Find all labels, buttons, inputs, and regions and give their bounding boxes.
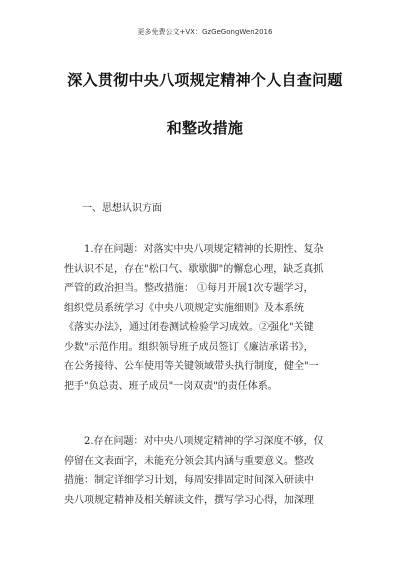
paragraph-line: 把手"负总责、班子成员"一岗双责"的责任体系。 (64, 380, 278, 392)
paragraph-line: 严管的政治担当。整改措施： ①每月开展1次专题学习， (64, 283, 314, 294)
paragraph-line: 在公务接待、公车使用等关键领域带头执行制度，健全"一 (64, 361, 319, 372)
paragraph-line: 措施：制定详细学习计划，每周安排固定时间深入研读中 (64, 475, 314, 486)
paragraph-1 (64, 240, 354, 396)
paragraph-line: 停留在文表面字，未能充分领会其内涵与重要意义。整改 (64, 455, 314, 467)
paragraph-2 (64, 432, 354, 510)
paragraph-line: 1.存在问题：对落实中央八项规定精神的长期性、复杂 (84, 244, 324, 255)
paragraph-line: 央八项规定精神及相关解读文件，撰写学习心得，加深理 (64, 494, 314, 506)
paragraph-line: 2.存在问题：对中央八项规定精神的学习深度不够，仅 (84, 436, 324, 447)
document-title-line-2: 和整改措施 (166, 119, 244, 137)
paragraph-line: 性认识不足，存在"松口气、歇歇脚"的懈怠心理，缺乏真抓 (64, 263, 324, 275)
document-title-line-1: 深入贯彻中央八项规定精神个人自查问题 (67, 71, 343, 89)
section-heading: 一、思想认识方面 (82, 203, 162, 214)
paragraph-line: 组织党员系统学习《中央八项规定实施细则》及本系统 (64, 302, 304, 314)
header-watermark: 更多免费公文+VX：GzGeGongWen2016 (137, 28, 273, 36)
paragraph-line: 《落实办法》，通过闭卷测试检验学习成效。②强化"关键 (64, 322, 314, 333)
paragraph-line: 少数"示范作用。组织领导班子成员签订《廉洁承诺书》， (64, 341, 314, 353)
